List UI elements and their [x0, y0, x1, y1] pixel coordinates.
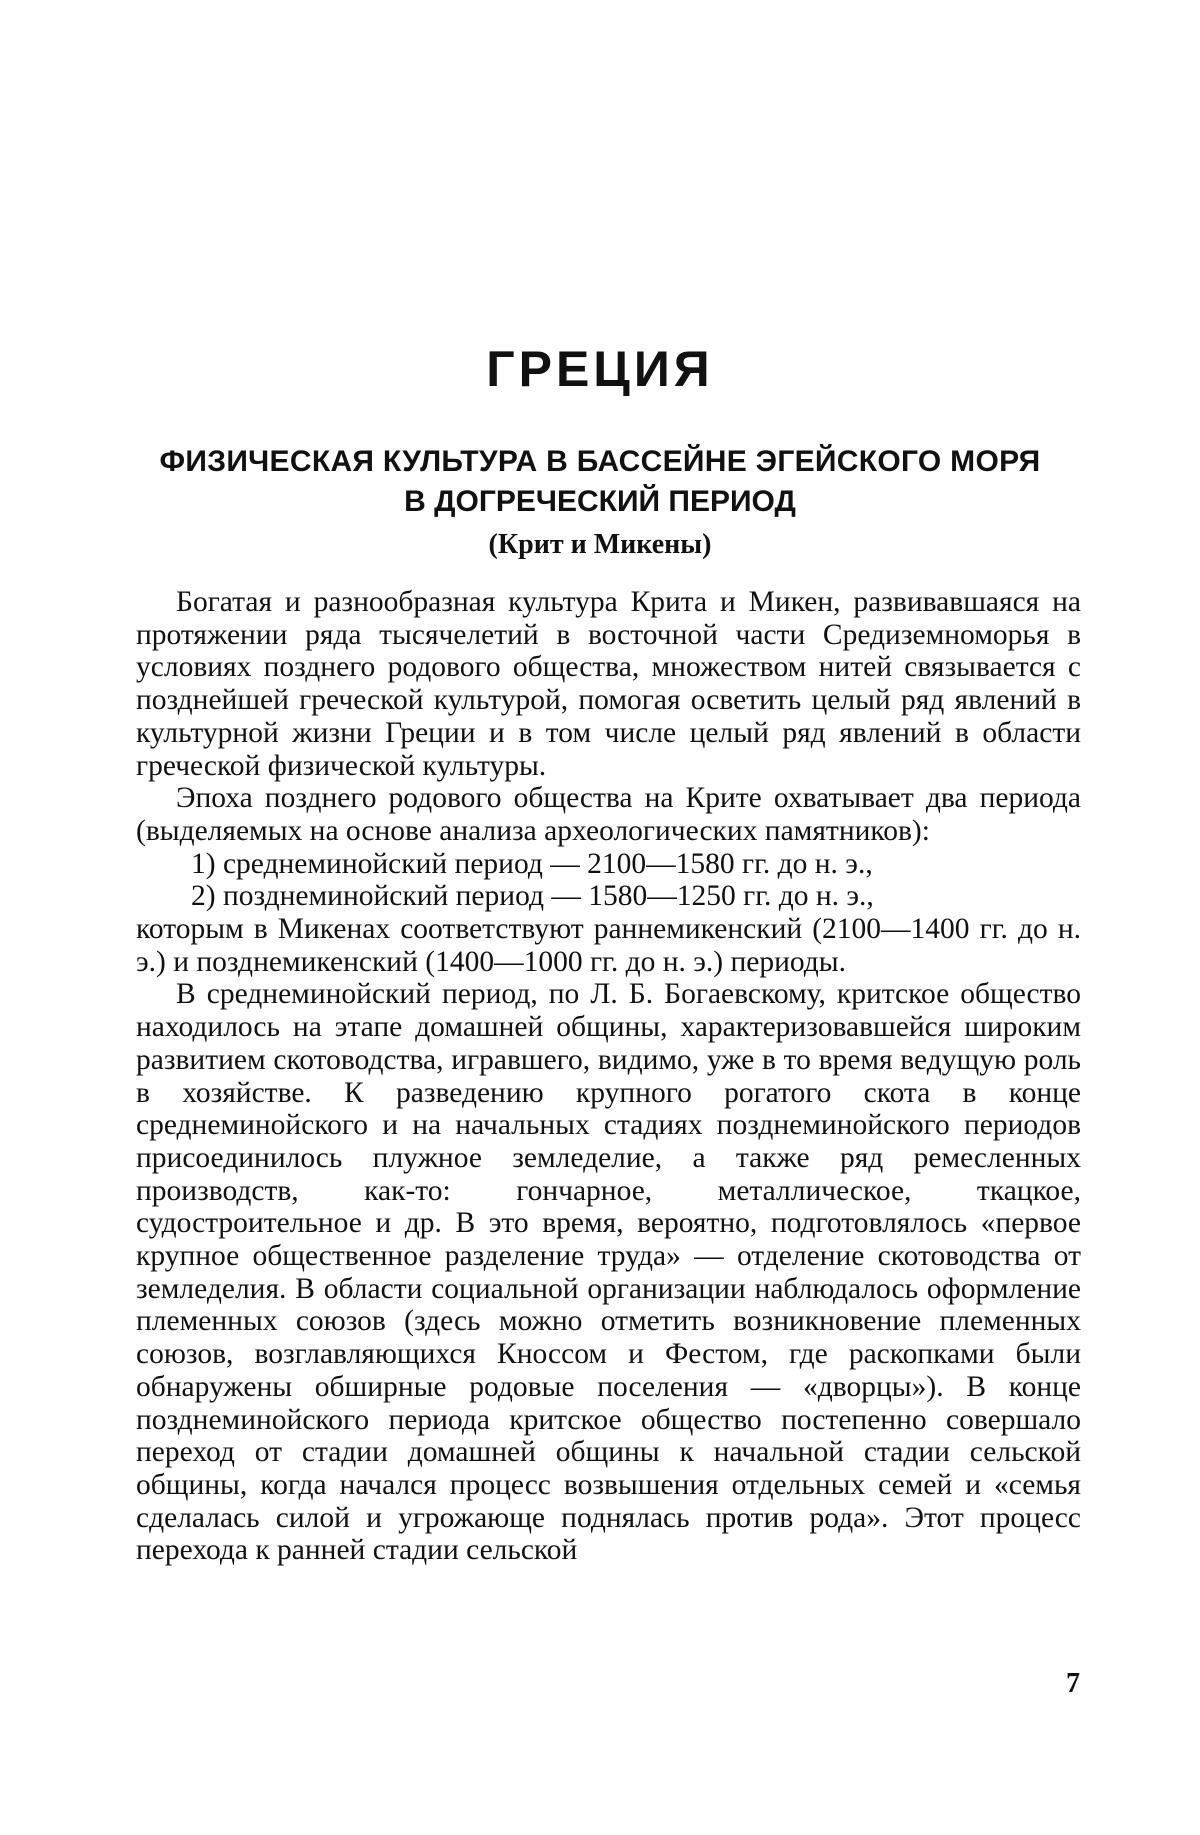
section-heading-parenthetical: (Крит и Микены) — [488, 529, 712, 560]
chapter-title: ГРЕЦИЯ — [486, 341, 714, 397]
paragraph: которым в Микенах соответствуют раннемикенский (2100—1400 гг. до н. э.) и позднемикенский (1400—1000 гг. до н. э.) периоды. — [136, 913, 1081, 978]
list-item: 2) позднеминойский период — 1580—1250 гг. до н. э., — [191, 880, 874, 913]
section-heading-line-2: В ДОГРЕЧЕСКИЙ ПЕРИОД — [404, 485, 796, 518]
section-heading-line-1: ФИЗИЧЕСКАЯ КУЛЬТУРА В БАССЕЙНЕ ЭГЕЙСКОГО МОРЯ — [159, 445, 1041, 478]
list-item: 1) среднеминойский период — 2100—1580 гг. до н. э., — [191, 847, 873, 880]
paragraph: В среднеминойский период, по Л. Б. Богаевскому, критское общество находилось на этапе домашней общины, характеризовавшейся широким развитием скотоводства, игравшего, видимо, уже в то время ведущую роль в хозяйстве. К разведению крупного рогатого скота в конце среднеминойского и на начальных стадиях позднеминойского периодов присоединилось плужное земледелие, а также ряд ремесленных производств, как-то: гончарное, металлическое, ткацкое, судостроительное и др. В это время, вероятно, подготовлялось «первое крупное общественное разделение труда» — отделение скотоводства от земледелия. В области социальной организации наблюдалось оформление племенных союзов (здесь можно отметить возникновение племенных союзов, возглавляющихся Кноссом и Фестом, где раскопками были обнаружены обширные родовые поселения — «дворцы»). В конце позднеминойского периода критское общество постепенно совершало переход от стадии домашней общины к начальной стадии сельской общины, когда начался процесс возвышения отдельных семей и «семья сделалась силой и угрожающе поднялась против рода». Этот процесс перехода к ранней стадии сельской — [136, 978, 1081, 1567]
paragraph: Богатая и разнообразная культура Крита и Микен, развивавшаяся на протяжении ряда тысячелетий в восточной части Средиземноморья в условиях позднего родового общества, множеством нитей связывается с позднейшей греческой культурой, помогая осветить целый ряд явлений в культурной жизни Греции и в том числе целый ряд явлений в области греческой физической культуры. — [136, 586, 1081, 782]
paragraph: Эпоха позднего родового общества на Крите охватывает два периода (выделяемых на основе анализа археологических памятников): — [136, 782, 1081, 847]
body-text — [136, 586, 1081, 1567]
page-number: 7 — [1066, 1668, 1080, 1699]
